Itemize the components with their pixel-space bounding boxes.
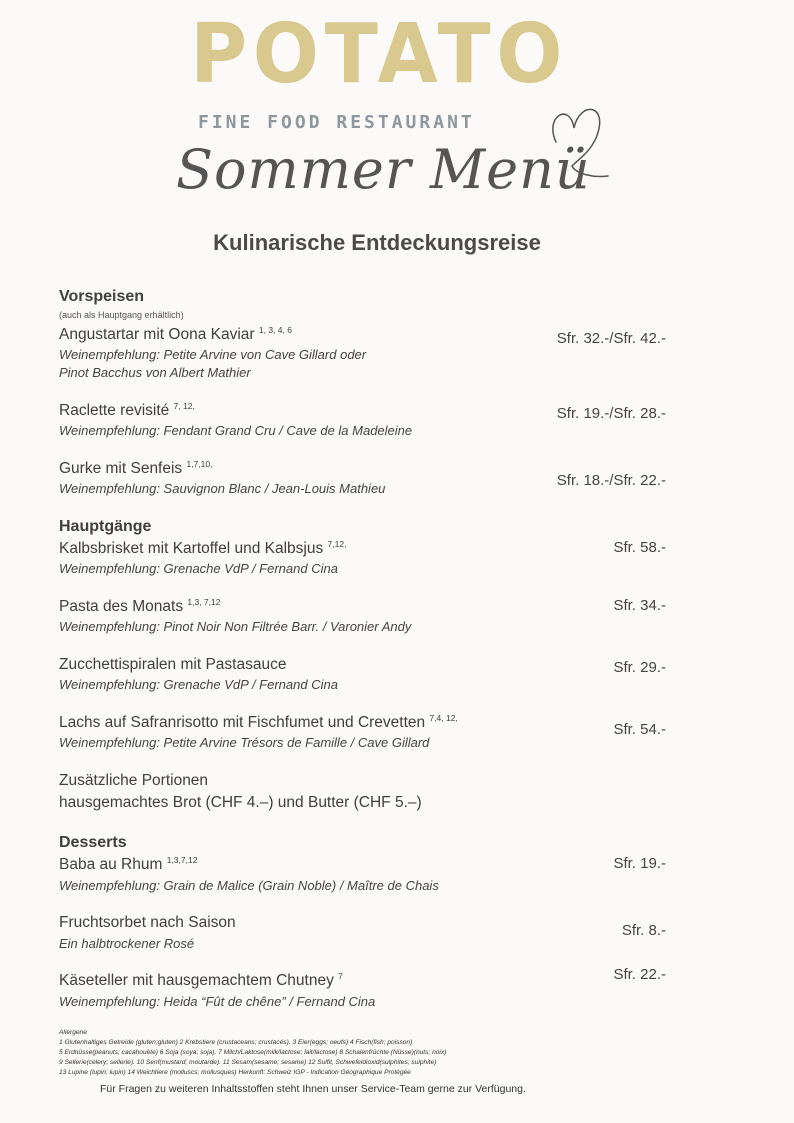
- allergen-codes: 1,3, 7,12: [187, 597, 221, 607]
- allergen-codes: 7,4, 12,: [429, 713, 458, 723]
- dish-price: Sfr. 22.-: [613, 966, 666, 983]
- allergen-line: 1 Glutenhaltiges Getreide (gluten;gluten) 2 Krebstiere (crustaceans; crustacés). 3 Eier(eggs; oeufs) 4 Fisch(fish; poisson): [59, 1039, 413, 1046]
- allergen-codes: 7, 12,: [173, 401, 195, 411]
- allergen-codes: 7: [338, 971, 343, 981]
- dish-name: Raclette revisité $^{7, 12,}$: [59, 401, 195, 420]
- dish-name: Lachs auf Safranrisotto mit Fischfumet und Crevetten $^{7,4, 12,}$: [59, 713, 458, 732]
- dish-price: Sfr. 19.-/Sfr. 28.-: [556, 405, 666, 422]
- wine-recommendation: Ein halbtrockener Rosé: [59, 936, 195, 951]
- dish-price: Sfr. 34.-: [613, 597, 666, 614]
- wine-recommendation: Weinempfehlung: Fendant Grand Cru / Cave de la Madeleine: [59, 423, 413, 438]
- dish-price: Sfr. 58.-: [613, 539, 666, 556]
- logo-subtitle: FINE FOOD RESTAURANT: [198, 112, 475, 133]
- footer-note: Für Fragen zu weiteren Inhaltsstoffen steht Ihnen unser Service-Team gerne zur Verfügung.: [100, 1083, 526, 1095]
- section-title-desserts: Desserts: [59, 834, 127, 851]
- wine-recommendation: Weinempfehlung: Grain de Malice (Grain Noble) / Maître de Chais: [59, 878, 439, 893]
- allergen-codes: 7,12,: [327, 539, 347, 549]
- wine-recommendation: Weinempfehlung: Grenache VdP / Fernand Cina: [59, 677, 338, 692]
- dish-name: Gurke mit Senfeis $^{1,7,10,}$: [59, 459, 213, 478]
- dish-name: Kalbsbrisket mit Kartoffel und Kalbsjus $^{7,12,}$: [59, 539, 347, 558]
- wine-recommendation: Weinempfehlung: Pinot Noir Non Filtrée Barr. / Varonier Andy: [59, 619, 412, 634]
- wine-recommendation: Weinempfehlung: Heida “Fût de chêne” / Fernand Cina: [59, 994, 376, 1009]
- dish-name: Pasta des Monats $^{1,3, 7,12}$: [59, 597, 221, 616]
- extra-portions-detail: hausgemachtes Brot (CHF 4.–) und Butter (CHF 5.–): [59, 794, 422, 811]
- allergen-line: 13 Lupine (lupin; lupin) 14 Weichtiere (molluscs; mollusques) Herkunft: Schweiz IGP - Indication Géographique Protégée: [59, 1069, 411, 1076]
- dish-name: Fruchtsorbet nach Saison: [59, 914, 236, 931]
- dish-price: Sfr. 18.-/Sfr. 22.-: [556, 472, 666, 489]
- allergen-line: 9 Sellerie(celery; sellerie). 10 Senf(mustard; moutarde). 11 Sesam(sesame; sesame) 12 Sulfit, Schwefeldioxid(sulphites; sulphite): [59, 1059, 437, 1066]
- wine-recommendation: Weinempfehlung: Sauvignon Blanc / Jean-Louis Mathieu: [59, 481, 386, 496]
- section-title-vorspeisen: Vorspeisen: [59, 288, 145, 305]
- dish-name: Zucchettispiralen mit Pastasauce: [59, 656, 287, 673]
- dish-name: Angustartar mit Oona Kaviar $^{1, 3, 4, 6}$: [59, 325, 292, 344]
- logo-title: POTATO: [190, 7, 569, 102]
- dish-name: Käseteller mit hausgemachtem Chutney $^7$: [59, 971, 343, 990]
- allergen-line: 5 Erdnüsse(peanuts; cacahouète) 6 Soja (soya; soja). 7 Milch/Laktose(milk/lactose; lait/lactose) 8 Schalenfrüchte (Nüsse)(nuts; noix): [59, 1049, 447, 1056]
- dish-price: Sfr. 54.-: [613, 721, 666, 738]
- page-subtitle: Kulinarische Entdeckungsreise: [213, 230, 541, 255]
- dish-price: Sfr. 8.-: [621, 922, 666, 939]
- script-title: Sommer Menü: [176, 138, 591, 201]
- section-title-hauptgaenge: Hauptgänge: [59, 518, 152, 535]
- wine-recommendation: Weinempfehlung: Grenache VdP / Fernand Cina: [59, 561, 338, 576]
- allergen-codes: 1, 3, 4, 6: [258, 325, 292, 335]
- allergen-codes: 1,7,10,: [186, 459, 213, 469]
- wine-recommendation: Weinempfehlung: Petite Arvine von Cave Gillard oder: [59, 347, 367, 362]
- allergen-codes: 1,3,7,12: [166, 855, 198, 865]
- dish-name: Baba au Rhum $^{1,3,7,12}$: [59, 855, 198, 874]
- extra-portions-title: Zusätzliche Portionen: [59, 772, 209, 789]
- dish-price: Sfr. 19.-: [613, 855, 666, 872]
- dish-price: Sfr. 29.-: [613, 659, 666, 676]
- wine-recommendation: Pinot Bacchus von Albert Mathier: [59, 365, 251, 380]
- allergen-title: Allergene: [59, 1029, 87, 1036]
- section-note: (auch als Hauptgang erhältlich): [59, 310, 184, 320]
- wine-recommendation: Weinempfehlung: Petite Arvine Trésors de Famille / Cave Gillard: [59, 735, 430, 750]
- dish-price: Sfr. 32.-/Sfr. 42.-: [556, 330, 666, 347]
